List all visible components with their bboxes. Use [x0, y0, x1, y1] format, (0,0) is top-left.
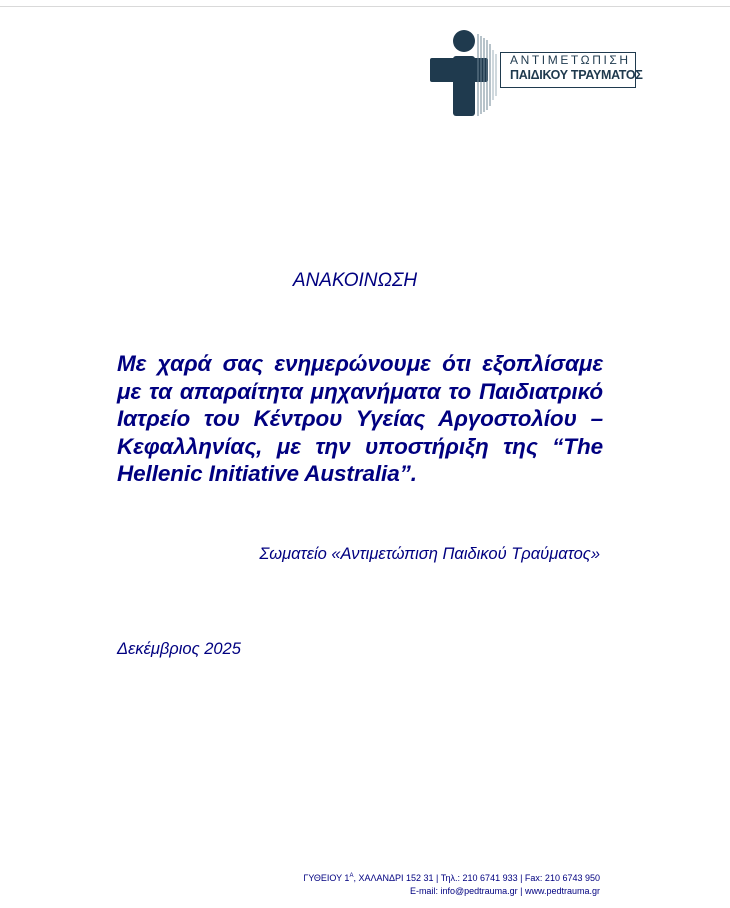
organization-logo — [428, 30, 643, 120]
footer-address-prefix: ΓΥΘΕΙΟΥ 1 — [303, 873, 350, 883]
logo-line-1: ΑΝΤΙΜΕΤΩΠΙΣΗ — [510, 53, 631, 67]
footer — [0, 872, 600, 898]
document-heading — [0, 270, 730, 292]
signature-line: Σωματείο «Αντιμετώπιση Παιδικού Τραύματος» — [259, 545, 600, 563]
top-divider — [0, 6, 730, 7]
footer-address-sup: Α — [349, 873, 354, 879]
heading-text: ΑΝΑΚΟΙΝΩΣΗ — [292, 270, 418, 291]
footer-contact: E-mail: info@pedtrauma.gr | www.pedtrauma.gr — [409, 886, 600, 896]
footer-address-rest: , ΧΑΛΑΝΔΡΙ 152 31 | Τηλ.: 210 6741 933 | Fax: 210 6743 950 — [353, 873, 600, 883]
logo-line-2: ΠΑΙΔΙΚΟΥ ΤΡΑΥΜΑΤΟΣ — [510, 68, 643, 82]
footer-address — [0, 872, 600, 885]
announcement-text: Με χαρά σας ενημερώνουμε ότι εξοπλίσαμε με τα απαραίτητα μηχανήματα το Παιδιατρικό Ιατρείο του Κέντρου Υγείας Αργοστολίου – Κεφαλληνίας, με την υποστήριξη της “The Hellenic Initiative Australia”. — [117, 351, 603, 486]
document-date: Δεκέμβριος 2025 — [117, 640, 241, 658]
